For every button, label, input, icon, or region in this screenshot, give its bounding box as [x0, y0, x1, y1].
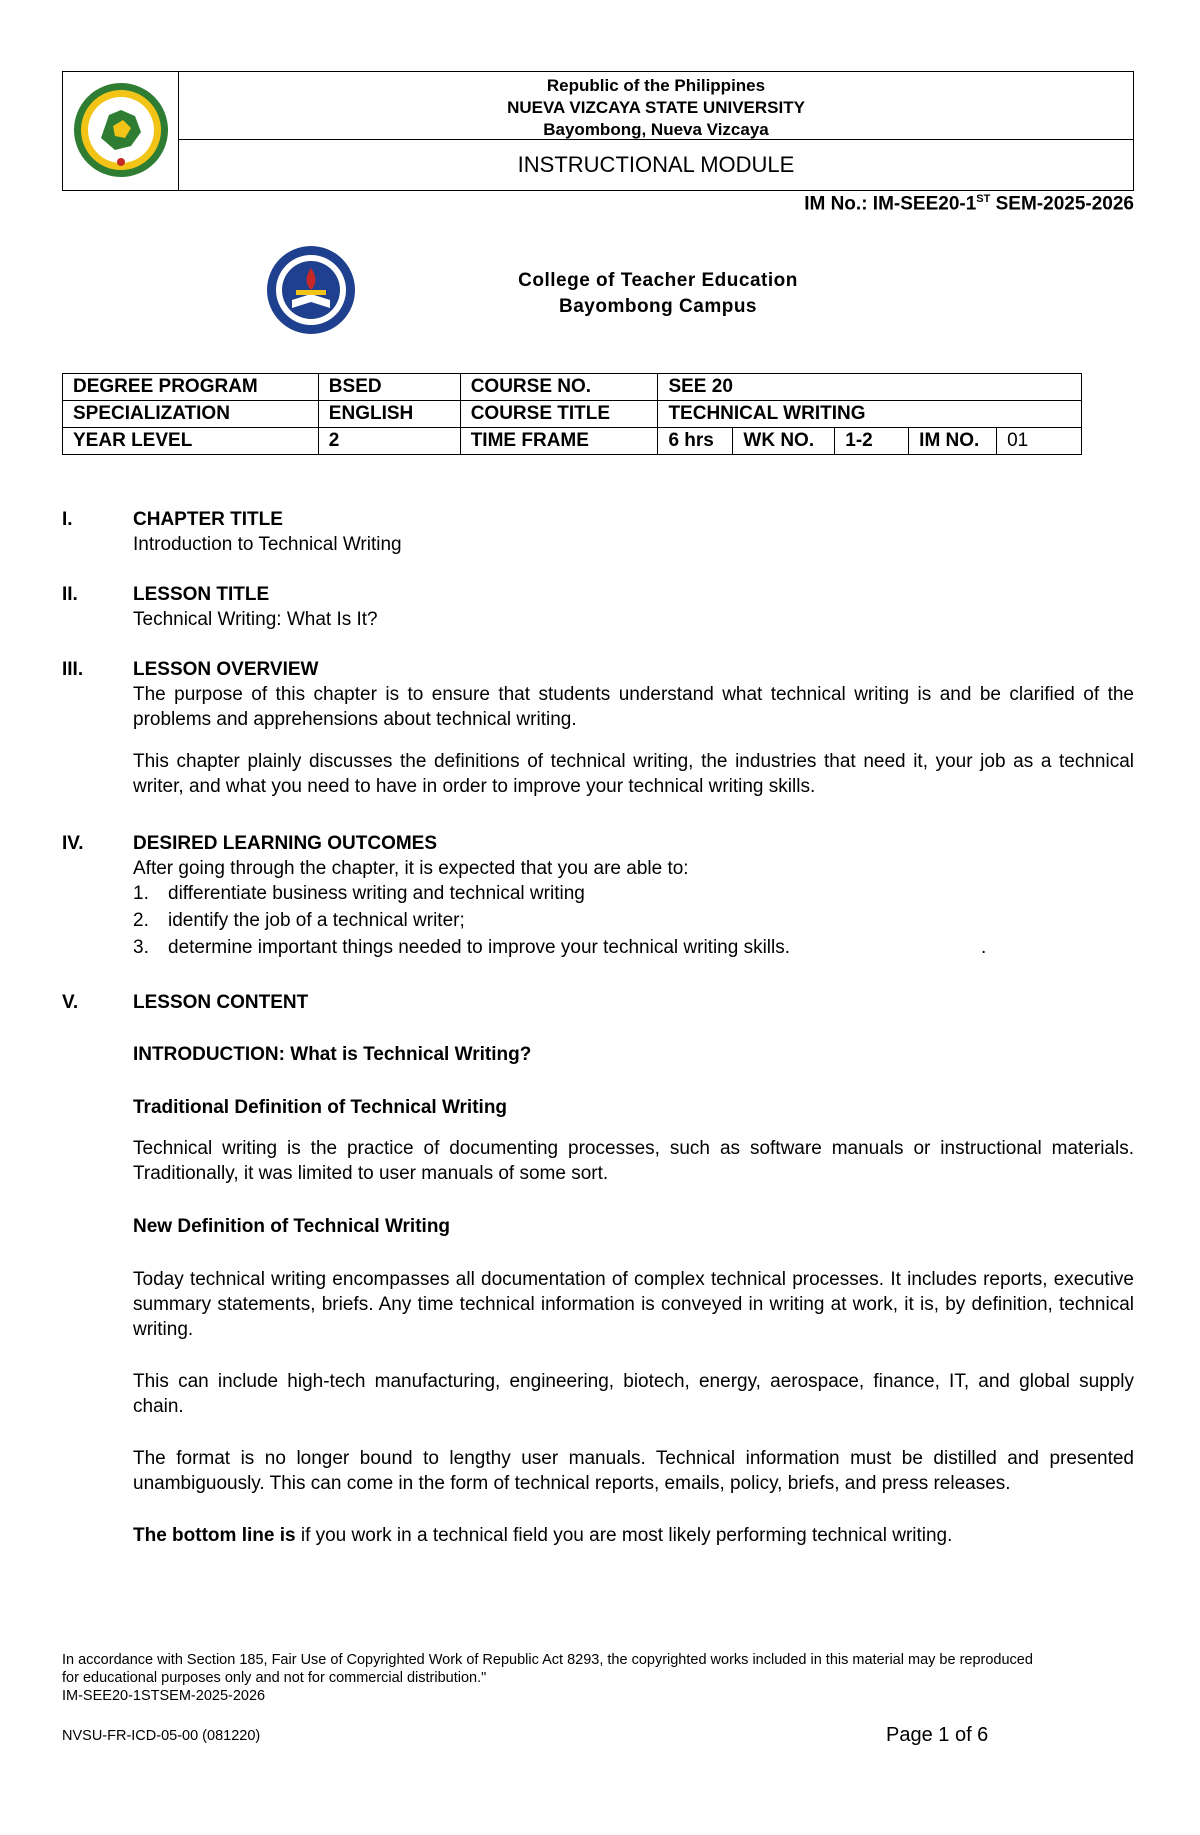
university-location: Bayombong, Nueva Vizcaya [543, 120, 769, 139]
bottom-line-text: if you work in a technical field you are most likely performing technical writing. [295, 1525, 953, 1546]
university-seal-icon [71, 80, 171, 180]
header-logo-cell [63, 72, 179, 190]
list-item-text: identify the job of a technical writer; [168, 910, 465, 931]
section-heading: CHAPTER TITLE [133, 509, 283, 530]
section-number: II. [62, 584, 78, 605]
table-cell: DEGREE PROGRAM [63, 374, 319, 401]
list-item-number: 1. [133, 883, 149, 904]
subheading-introduction: INTRODUCTION: What is Technical Writing? [133, 1044, 532, 1065]
section-number: V. [62, 992, 79, 1013]
list-item-number: 3. [133, 937, 149, 958]
table-cell: 1-2 [835, 428, 909, 455]
republic-line: Republic of the Philippines [546, 76, 766, 95]
section-number: IV. [62, 833, 84, 854]
table-cell: TECHNICAL WRITING [658, 401, 1082, 428]
table-cell: COURSE TITLE [460, 401, 658, 428]
paragraph: The format is no longer bound to lengthy user manuals. Technical information must be distilled and presented unambiguously. This can come in the form of technical reports, emails, policy, briefs, and press releases. [133, 1448, 1134, 1494]
college-name: College of Teacher Education [518, 270, 798, 291]
table-row [63, 428, 1082, 455]
section-number: I. [62, 509, 73, 530]
section-heading: LESSON CONTENT [133, 992, 309, 1013]
table-cell: SEE 20 [658, 374, 1082, 401]
section-number: III. [62, 659, 84, 680]
section-body [133, 990, 1134, 1548]
table-cell: TIME FRAME [460, 428, 658, 455]
university-name: NUEVA VIZCAYA STATE UNIVERSITY [507, 98, 805, 117]
section-heading: LESSON TITLE [133, 584, 270, 605]
outcomes-list [133, 881, 1134, 960]
list-item-text: differentiate business writing and technical writing [168, 883, 585, 904]
form-code: NVSU-FR-ICD-05-00 (081220) [62, 1728, 261, 1744]
college-block [0, 268, 1200, 320]
table-cell: 6 hrs [658, 428, 733, 455]
paragraph: Technical writing is the practice of documenting processes, such as software manuals or instructional materials. Traditionally, it was limited to user manuals of some sort. [133, 1138, 1134, 1184]
header-title-cell [179, 72, 1133, 140]
list-item [133, 935, 1134, 960]
table-cell: IM NO. [909, 428, 997, 455]
copyright-line-2: for educational purposes only and not for commercial distribution." [62, 1670, 487, 1686]
section-body [133, 831, 1134, 960]
table-cell: 2 [318, 428, 460, 455]
footer-im-code: IM-SEE20-1STSEM-2025-2026 [62, 1688, 266, 1704]
section-body [133, 507, 1134, 557]
list-item-number: 2. [133, 910, 149, 931]
im-number [804, 193, 1134, 215]
course-info-table [62, 373, 1082, 455]
bottom-line-bold: The bottom line is [133, 1525, 296, 1546]
im-number-suffix: SEM-2025-2026 [990, 193, 1134, 215]
subheading-new-definition: New Definition of Technical Writing [133, 1216, 451, 1237]
outcomes-intro: After going through the chapter, it is expected that you are able to: [133, 858, 689, 879]
table-row [63, 401, 1082, 428]
copyright-line-1: In accordance with Section 185, Fair Use of Copyrighted Work of Republic Act 8293, the copyrighted works included in this material may be reproduced [62, 1652, 1033, 1668]
table-row [63, 374, 1082, 401]
paragraph: Today technical writing encompasses all documentation of complex technical processes. It includes reports, executive summary statements, briefs. Any time technical information is conveyed in writing at work, it is, by definition, technical writing. [133, 1269, 1134, 1340]
list-item [133, 881, 1134, 906]
list-item [133, 908, 1134, 933]
section-text: Technical Writing: What Is It? [133, 609, 378, 630]
module-title: INSTRUCTIONAL MODULE [517, 152, 795, 177]
copyright-note [62, 1651, 1134, 1705]
list-item-text: determine important things needed to improve your technical writing skills. [168, 937, 791, 958]
table-cell: BSED [318, 374, 460, 401]
section-body [133, 582, 1134, 632]
college-campus: Bayombong Campus [558, 296, 758, 317]
table-cell: YEAR LEVEL [63, 428, 319, 455]
section-body [133, 657, 1134, 799]
page-number: Page 1 of 6 [886, 1724, 989, 1746]
paragraph: This chapter plainly discusses the definitions of technical writing, the industries that need it, your job as a technical writer, and what you need to have in order to improve your technical writing skills. [133, 751, 1134, 797]
section-heading: DESIRED LEARNING OUTCOMES [133, 833, 438, 854]
table-cell: 01 [997, 428, 1082, 455]
header-box [62, 71, 1134, 191]
table-cell: COURSE NO. [460, 374, 658, 401]
paragraph: The purpose of this chapter is to ensure that students understand what technical writing is and be clarified of the problems and apprehensions about technical writing. [133, 684, 1134, 730]
section-text: Introduction to Technical Writing [133, 534, 402, 555]
paragraph: This can include high-tech manufacturing, engineering, biotech, energy, aerospace, finance, IT, and global supply chain. [133, 1371, 1134, 1417]
section-heading: LESSON OVERVIEW [133, 659, 319, 680]
im-number-prefix: IM No.: IM-SEE20-1 [804, 193, 977, 215]
table-cell: SPECIALIZATION [63, 401, 319, 428]
list-item-trail: . [981, 937, 987, 958]
table-cell: ENGLISH [318, 401, 460, 428]
table-cell: WK NO. [733, 428, 835, 455]
im-number-sup: ST [976, 193, 991, 205]
bottom-line-paragraph [133, 1523, 1134, 1548]
subheading-traditional-definition: Traditional Definition of Technical Writing [133, 1097, 508, 1118]
